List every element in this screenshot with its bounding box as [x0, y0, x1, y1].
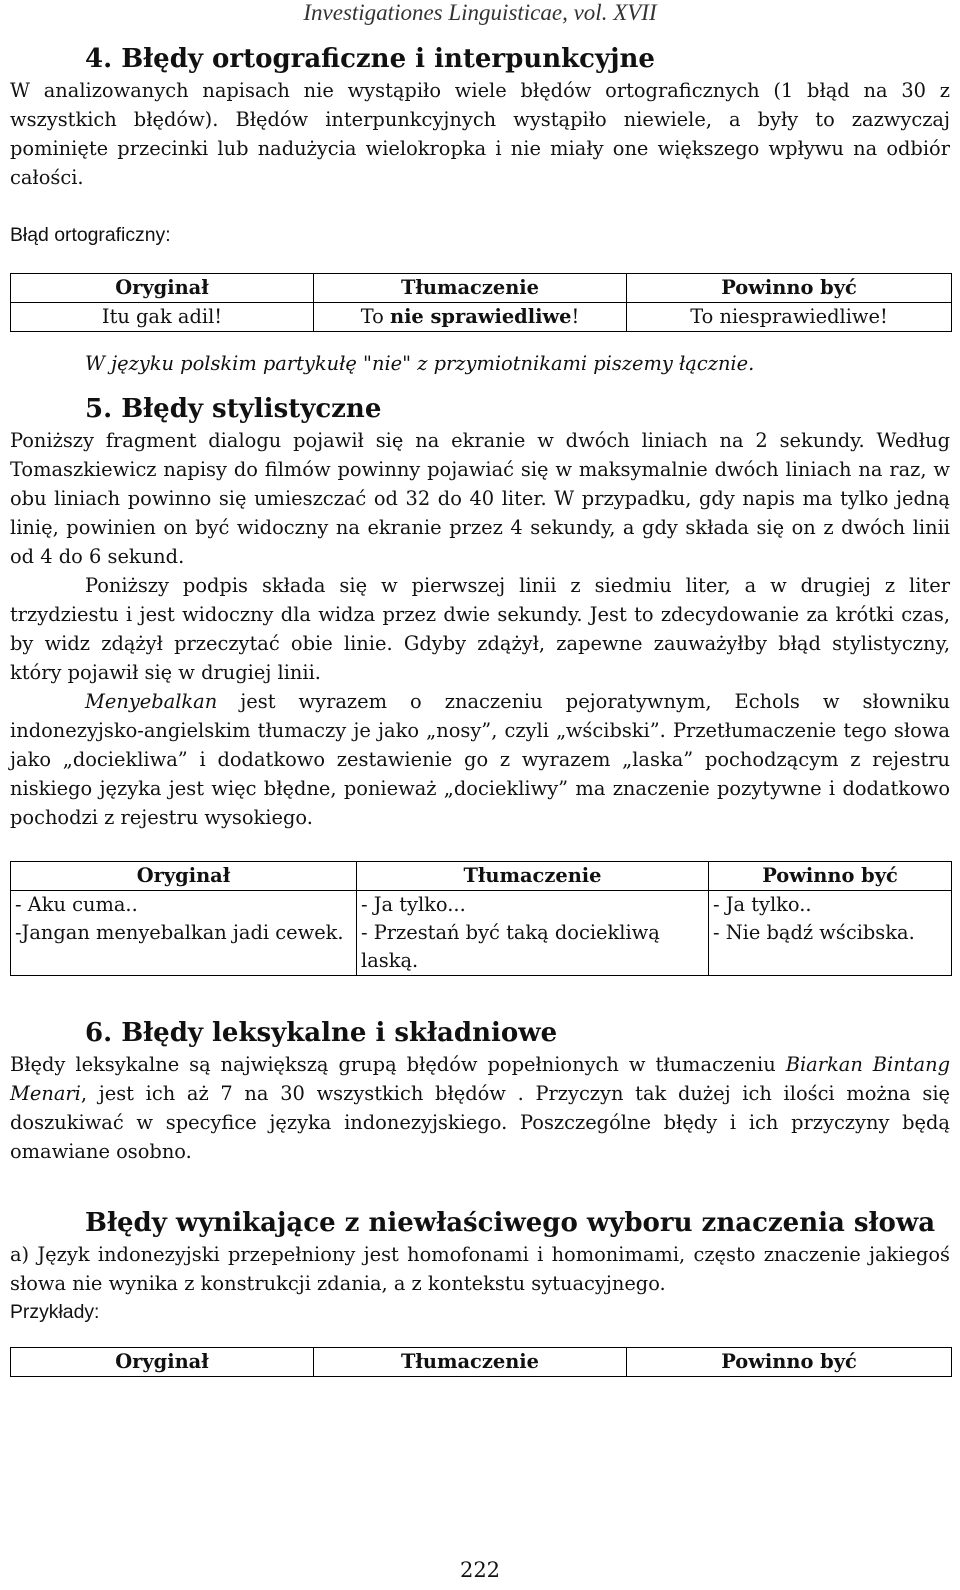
- table-row: [11, 303, 952, 332]
- table-header-row: [11, 1348, 952, 1377]
- running-head: Investigationes Linguisticae, vol. XVII: [303, 0, 657, 25]
- col-header-original: Oryginał: [11, 862, 357, 891]
- paragraph-text: Błędy leksykalne są największą grupą błędów popełnionych w tłumaczeniu: [10, 1053, 786, 1076]
- col-header-original: Oryginał: [11, 1348, 314, 1377]
- stylistic-error-table: [10, 861, 952, 976]
- line: - Ja tylko...: [361, 893, 466, 916]
- section6-paragraph: [10, 1050, 950, 1166]
- section5-paragraph-3: [10, 687, 950, 832]
- col-header-original: Oryginał: [11, 274, 314, 303]
- subsection-label: Przykłady:: [10, 1301, 100, 1323]
- translation-text-end: !: [571, 305, 580, 328]
- cell-correct: [709, 891, 952, 976]
- section5-paragraph-1: Poniższy fragment dialogu pojawił się na ekranie w dwóch liniach na 2 sekundy. Według Tomaszkiewicz napisy do filmów powinny pojawiać się w maksymalnie dwóch liniach na raz, w obu liniach powinno się umieszczać od 32 do 40 liter. W przypadku, gdy napis ma tylko jedną linię, powinien on być widoczny na ekranie przez 4 sekundy, a gdy składa się on z dwóch linii od 4 do 6 sekund.: [10, 429, 950, 568]
- cell-correct: To niesprawiedliwe!: [627, 303, 952, 332]
- cell-original: [11, 891, 357, 976]
- subsection-heading: Błędy wynikające z niewłaściwego wyboru znaczenia słowa: [85, 1208, 936, 1238]
- section4-label: Błąd ortograficzny:: [10, 224, 171, 246]
- spelling-error-table: [10, 273, 952, 332]
- paragraph-text: jest wyrazem o znaczeniu pejoratywnym, Echols w słowniku indonezyjsko-angielskim tłumaczy je jako „nosy”, czyli „wścibski”. Przetłumaczenie tego słowa jako „dociekliwa” i dodatkowo zestawienie go z wyrazem „laska” pochodzącym z rejestru niskiego języka jest więc błędne, ponieważ „dociekliwy” ma znaczenie pozytywne i dodatkowo pochodzi z rejestru wysokiego.: [10, 690, 950, 829]
- cell-translation: [357, 891, 709, 976]
- table-header-row: [11, 274, 952, 303]
- translation-text: To: [360, 305, 390, 328]
- cell-translation: [314, 303, 627, 332]
- section4-heading: 4. Błędy ortograficzne i interpunkcyjne: [85, 44, 655, 74]
- col-header-translation: Tłumaczenie: [357, 862, 709, 891]
- col-header-translation: Tłumaczenie: [314, 274, 627, 303]
- lexical-error-table: [10, 1347, 952, 1377]
- paragraph-text: , jest ich aż 7 na 30 wszystkich błędów . Przyczyn tak dużej ich ilości można się doszukiwać w specyfice języka indonezyjskiego. Poszczególne błędy i ich przyczyny będą omawiane osobno.: [10, 1082, 950, 1163]
- col-header-translation: Tłumaczenie: [314, 1348, 627, 1377]
- col-header-correct: Powinno być: [627, 1348, 952, 1377]
- page-number: 222: [459, 1558, 501, 1582]
- line: - Aku cuma..: [15, 893, 138, 916]
- line: -Jangan menyebalkan jadi cewek.: [15, 921, 344, 944]
- document-page: [10, 0, 950, 1377]
- italic-title: Biarkan Bintang Menari: [10, 1053, 951, 1105]
- italic-term: Menyebalkan: [85, 690, 218, 713]
- section5-paragraph-2: Poniższy podpis składa się w pierwszej linii z siedmiu liter, a w drugiej z liter trzydziestu i jest widoczny dla widza przez dwie sekundy. Jest to zdecydowanie za krótki czas, by widz zdążył przeczytać obie linie. Gdyby zdążył, zapewne zauważyłby błąd stylistyczny, który pojawił się w drugiej linii.: [10, 574, 950, 684]
- cell-original: Itu gak adil!: [11, 303, 314, 332]
- section5-heading: 5. Błędy stylistyczne: [85, 394, 382, 424]
- col-header-correct: Powinno być: [709, 862, 952, 891]
- translation-bold: nie sprawiedliwe: [389, 305, 572, 328]
- line: - Nie bądź wścibska.: [713, 921, 915, 944]
- line: - Ja tylko..: [713, 893, 812, 916]
- section6-heading: 6. Błędy leksykalne i składniowe: [85, 1018, 558, 1048]
- subsection-paragraph: a) Język indonezyjski przepełniony jest homofonami i homonimami, często znaczenie jakiegoś słowa nie wynika z konstrukcji zdania, a z kontekstu sytuacyjnego.: [10, 1243, 950, 1295]
- col-header-correct: Powinno być: [627, 274, 952, 303]
- section4-paragraph: W analizowanych napisach nie wystąpiło wiele błędów ortograficznych (1 błąd na 30 z wszystkich błędów). Błędów interpunkcyjnych wystąpiło niewiele, a były to zazwyczaj pominięte przecinki lub nadużycia wielokropka i nie miały one większego wpływu na odbiór całości.: [10, 79, 950, 189]
- line: - Przestań być taką dociekliwą laską.: [361, 921, 660, 972]
- table-header-row: [11, 862, 952, 891]
- section4-note: W języku polskim partykułę "nie" z przymiotnikami piszemy łącznie.: [85, 352, 755, 375]
- table-row: [11, 891, 952, 976]
